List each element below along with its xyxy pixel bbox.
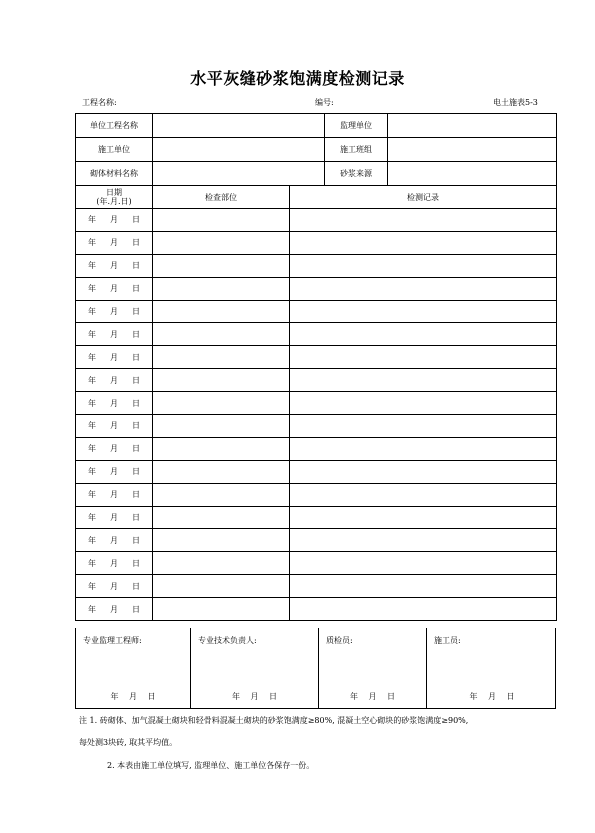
location-cell[interactable] (153, 415, 290, 438)
record-cell[interactable] (290, 369, 557, 392)
date-cell[interactable] (76, 369, 153, 392)
record-row (76, 209, 557, 232)
project-name-label: 工程名称: (82, 98, 117, 107)
record-cell[interactable] (290, 254, 557, 277)
location-cell[interactable] (153, 323, 290, 346)
info-label-supervisor: 监理单位 (325, 114, 388, 138)
date-cell[interactable] (76, 392, 153, 415)
date-year-placeholder: 年 (88, 467, 96, 477)
column-header-row (76, 186, 557, 209)
number-label: 编号: (315, 98, 334, 107)
date-month-placeholder: 月 (110, 261, 118, 271)
date-cell[interactable] (76, 483, 153, 506)
record-cell[interactable] (290, 323, 557, 346)
date-day-placeholder: 日 (132, 604, 140, 614)
date-day-placeholder: 日 (132, 444, 140, 454)
date-month-placeholder: 月 (110, 604, 118, 614)
date-month-placeholder: 月 (110, 558, 118, 568)
signature-technical-lead[interactable] (191, 628, 319, 708)
record-cell[interactable] (290, 552, 557, 575)
date-header-line2: (年.月.日) (96, 197, 132, 206)
date-cell[interactable] (76, 209, 153, 232)
record-row (76, 415, 557, 438)
date-day-placeholder: 日 (132, 329, 140, 339)
info-value-crew[interactable] (388, 138, 557, 162)
date-year-placeholder: 年 (88, 375, 96, 385)
date-cell[interactable] (76, 437, 153, 460)
date-day-placeholder: 日 (132, 513, 140, 523)
info-row (76, 162, 557, 186)
info-label-crew: 施工班组 (325, 138, 388, 162)
signature-label: 施工员: (434, 636, 461, 645)
date-day-placeholder: 日 (132, 261, 140, 271)
record-cell[interactable] (290, 231, 557, 254)
date-month-placeholder: 月 (110, 238, 118, 248)
record-cell[interactable] (290, 392, 557, 415)
record-cell[interactable] (290, 209, 557, 232)
info-value-unit-project[interactable] (153, 114, 325, 138)
record-cell[interactable] (290, 415, 557, 438)
record-column-header: 检测记录 (290, 186, 557, 209)
location-cell[interactable] (153, 392, 290, 415)
date-cell[interactable] (76, 598, 153, 621)
record-cell[interactable] (290, 529, 557, 552)
record-cell[interactable] (290, 437, 557, 460)
record-row (76, 277, 557, 300)
date-year-placeholder: 年 (88, 604, 96, 614)
date-year-placeholder: 年 (88, 513, 96, 523)
location-cell[interactable] (153, 460, 290, 483)
signature-quality-inspector[interactable] (319, 628, 427, 708)
date-year-placeholder: 年 (88, 352, 96, 362)
date-day-placeholder: 日 (132, 581, 140, 591)
record-row (76, 552, 557, 575)
date-month-placeholder: 月 (110, 490, 118, 500)
signature-label: 专业监理工程师: (83, 636, 142, 645)
note-line-1: 注 1. 砖砌体、加气混凝土砌块和轻骨料混凝土砌块的砂浆饱满度≥80%, 混凝土空心砌块的砂浆饱满度≥90%, (79, 716, 469, 725)
date-month-placeholder: 月 (110, 513, 118, 523)
location-cell[interactable] (153, 369, 290, 392)
date-year-placeholder: 年 (88, 581, 96, 591)
record-row (76, 529, 557, 552)
date-year-placeholder: 年 (88, 558, 96, 568)
date-month-placeholder: 月 (110, 284, 118, 294)
record-cell[interactable] (290, 460, 557, 483)
date-year-placeholder: 年 (88, 444, 96, 454)
record-cell[interactable] (290, 506, 557, 529)
date-cell[interactable] (76, 460, 153, 483)
location-cell[interactable] (153, 437, 290, 460)
info-value-contractor[interactable] (153, 138, 325, 162)
date-year-placeholder: 年 (88, 284, 96, 294)
inspection-table (75, 113, 557, 621)
signature-label: 专业技术负责人: (198, 636, 257, 645)
record-row (76, 392, 557, 415)
record-row (76, 437, 557, 460)
info-value-mortar-source[interactable] (388, 162, 557, 186)
location-cell[interactable] (153, 529, 290, 552)
date-day-placeholder: 日 (132, 558, 140, 568)
signature-date: 年 月 日 (469, 692, 515, 701)
date-day-placeholder: 日 (132, 467, 140, 477)
date-year-placeholder: 年 (88, 421, 96, 431)
date-cell[interactable] (76, 277, 153, 300)
date-year-placeholder: 年 (88, 307, 96, 316)
date-month-placeholder: 月 (110, 398, 118, 408)
date-year-placeholder: 年 (88, 215, 96, 225)
date-cell[interactable] (76, 300, 153, 323)
date-month-placeholder: 月 (110, 307, 118, 316)
date-day-placeholder: 日 (132, 490, 140, 500)
record-cell[interactable] (290, 277, 557, 300)
signature-supervising-engineer[interactable] (76, 628, 191, 708)
date-cell[interactable] (76, 575, 153, 598)
form-code: 电土施表5-3 (493, 98, 538, 107)
info-label-mortar-source: 砂浆来源 (325, 162, 388, 186)
record-cell[interactable] (290, 575, 557, 598)
date-cell[interactable] (76, 506, 153, 529)
date-year-placeholder: 年 (88, 535, 96, 545)
date-column-header (76, 186, 153, 209)
note-line-2: 每处测3块砖, 取其平均值。 (79, 738, 178, 747)
date-year-placeholder: 年 (88, 329, 96, 339)
date-month-placeholder: 月 (110, 581, 118, 591)
date-cell[interactable] (76, 231, 153, 254)
record-cell[interactable] (290, 346, 557, 369)
record-row (76, 254, 557, 277)
signature-date: 年 月 日 (110, 692, 156, 701)
date-day-placeholder: 日 (132, 421, 140, 431)
record-cell[interactable] (290, 300, 557, 323)
record-cell[interactable] (290, 483, 557, 506)
signature-constructor[interactable] (427, 628, 557, 708)
record-row (76, 460, 557, 483)
date-cell[interactable] (76, 415, 153, 438)
signature-block (75, 628, 556, 709)
date-cell[interactable] (76, 529, 153, 552)
record-row (76, 483, 557, 506)
location-cell[interactable] (153, 277, 290, 300)
date-cell[interactable] (76, 346, 153, 369)
location-cell[interactable] (153, 483, 290, 506)
record-row (76, 598, 557, 621)
signature-label: 质检员: (326, 636, 353, 645)
signature-date: 年 月 日 (231, 692, 278, 701)
date-month-placeholder: 月 (110, 215, 118, 225)
form-title: 水平灰缝砂浆饱满度检测记录 (190, 69, 405, 88)
date-day-placeholder: 日 (132, 238, 140, 248)
date-day-placeholder: 日 (132, 535, 140, 545)
date-year-placeholder: 年 (88, 261, 96, 271)
location-cell[interactable] (153, 506, 290, 529)
date-cell[interactable] (76, 323, 153, 346)
note-line-3: 2. 本表由施工单位填写, 监理单位、施工单位各保存一份。 (107, 761, 315, 770)
date-year-placeholder: 年 (88, 490, 96, 500)
date-month-placeholder: 月 (110, 444, 118, 454)
info-value-material[interactable] (153, 162, 325, 186)
record-row (76, 346, 557, 369)
location-cell[interactable] (153, 346, 290, 369)
date-month-placeholder: 月 (110, 352, 118, 362)
date-day-placeholder: 日 (132, 352, 140, 362)
signature-date: 年 月 日 (349, 692, 396, 701)
date-month-placeholder: 月 (110, 375, 118, 385)
info-label-contractor: 施工单位 (76, 138, 153, 162)
record-cell[interactable] (290, 598, 557, 621)
date-day-placeholder: 日 (132, 398, 140, 408)
date-cell[interactable] (76, 254, 153, 277)
date-day-placeholder: 日 (132, 215, 140, 225)
info-row (76, 138, 557, 162)
location-cell[interactable] (153, 209, 290, 232)
info-row (76, 114, 557, 138)
date-month-placeholder: 月 (110, 329, 118, 339)
location-cell[interactable] (153, 575, 290, 598)
date-day-placeholder: 日 (132, 284, 140, 294)
info-label-material: 砌体材料名称 (76, 162, 153, 186)
date-month-placeholder: 月 (110, 467, 118, 477)
location-column-header: 检查部位 (153, 186, 290, 209)
date-year-placeholder: 年 (88, 238, 96, 248)
record-row (76, 369, 557, 392)
record-row (76, 231, 557, 254)
record-row (76, 575, 557, 598)
info-value-supervisor[interactable] (388, 114, 557, 138)
date-month-placeholder: 月 (110, 535, 118, 545)
date-month-placeholder: 月 (110, 421, 118, 431)
location-cell[interactable] (153, 552, 290, 575)
date-cell[interactable] (76, 552, 153, 575)
date-header-line1: 日期 (106, 188, 122, 197)
location-cell[interactable] (153, 231, 290, 254)
info-label-unit-project: 单位工程名称 (76, 114, 153, 138)
date-year-placeholder: 年 (88, 398, 96, 408)
location-cell[interactable] (153, 598, 290, 621)
location-cell[interactable] (153, 254, 290, 277)
date-day-placeholder: 日 (132, 307, 140, 316)
record-row (76, 323, 557, 346)
record-row (76, 300, 557, 323)
date-day-placeholder: 日 (132, 375, 140, 385)
location-cell[interactable] (153, 300, 290, 323)
record-row (76, 506, 557, 529)
